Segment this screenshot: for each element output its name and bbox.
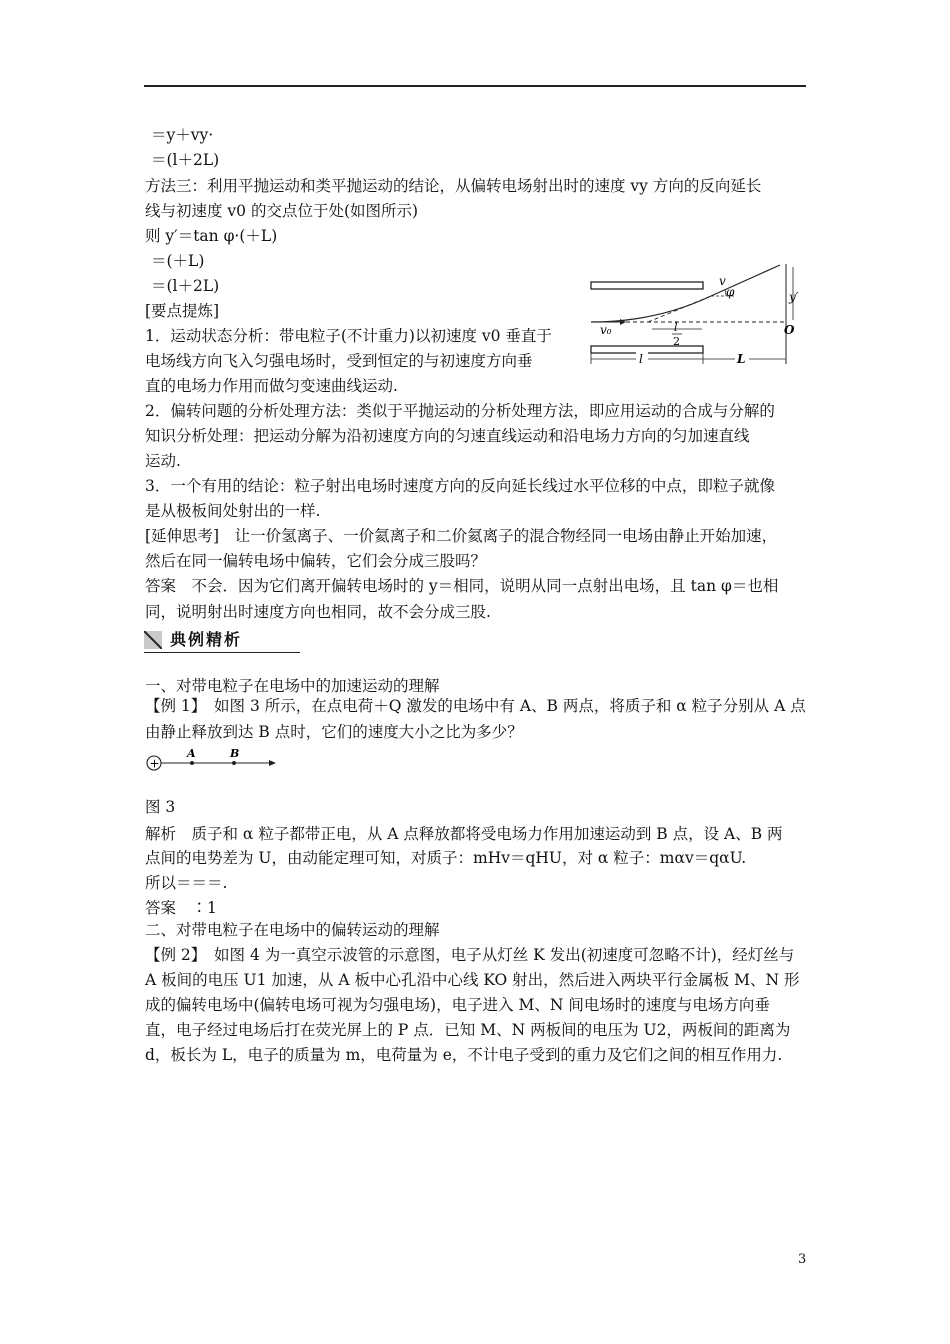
text-line: 运动.: [145, 452, 181, 470]
text-line: 解析 质子和 α 粒子都带正电，从 A 点释放都将受电场力作用加速运动到 B 点，设 A、B 两: [145, 825, 783, 843]
label-a: A: [187, 747, 196, 760]
text-line: 【例 2】 如图 4 为一真空示波管的示意图，电子从灯丝 K 发出(初速度可忽略不计)，经灯丝与: [145, 946, 795, 964]
text-line: 同，说明射出时速度方向也相同，故不会分成三股.: [145, 603, 491, 621]
section-title: 典例精析: [170, 630, 243, 649]
label-v0: v₀: [600, 323, 612, 337]
text-line: 方法三：利用平抛运动和类平抛运动的结论，从偏转电场射出时的速度 vy 方向的反向延长: [145, 177, 762, 195]
text-line: [要点提炼]: [145, 302, 220, 320]
label-plus: +: [149, 756, 160, 771]
text-line: 直的电场力作用而做匀变速曲线运动.: [145, 377, 398, 395]
upper-plate: [591, 282, 703, 289]
trajectory-curve: [591, 296, 711, 322]
text-line: d，板长为 L，电子的质量为 m，电荷量为 e，不计电子受到的重力及它们之间的相互作用力.: [145, 1046, 783, 1064]
text-line: 由静止释放到达 B 点时，它们的速度大小之比为多少？: [145, 723, 523, 741]
text-line: 答案 ∶1: [145, 899, 217, 917]
text-line: A 板间的电压 U1 加速，从 A 板中心孔沿中心线 KO 射出，然后进入两块平行金属板 M、N 形: [145, 971, 800, 989]
text-line: 1．运动状态分析：带电粒子(不计重力)以初速度 v0 垂直于: [145, 327, 552, 345]
label-half-l-den: 2: [673, 335, 680, 348]
text-line: 然后在同一偏转电场中偏转，它们会分成三股吗？: [145, 552, 487, 570]
text-line: 二、对带电粒子在电场中的偏转运动的理解: [145, 921, 440, 939]
label-y-prime: y′: [789, 290, 799, 304]
deflection-diagram: [586, 262, 808, 370]
text-line: 知识分析处理：把运动分解为沿初速度方向的匀速直线运动和沿电场力方向的匀加速直线: [145, 427, 750, 445]
text-line: 电场线方向飞入匀强电场时，受到恒定的与初速度方向垂: [145, 352, 533, 370]
text-line: ＝y＋vy·: [151, 126, 214, 144]
label-o: O: [784, 323, 795, 337]
text-line: 答案 不会．因为它们离开偏转电场时的 y＝相同，说明从同一点射出电场，且 tan φ＝也相: [145, 577, 779, 595]
point-charge-diagram: [144, 746, 278, 774]
text-line: [延伸思考] 让一价氢离子、一价氦离子和二价氦离子的混合物经同一电场由静止开始加速，: [145, 527, 778, 545]
text-line: 点间的电势差为 U，由动能定理可知，对质子：mHv＝qHU，对 α 粒子：mαv＝qαU.: [145, 849, 747, 867]
arrowhead-icon: [269, 760, 276, 766]
point-b: [232, 761, 236, 765]
label-v: v: [719, 274, 726, 288]
label-b: B: [230, 747, 240, 760]
page-number: 3: [798, 1252, 807, 1267]
section-underline: [144, 652, 300, 653]
text-line: 是从极板间处射出的一样.: [145, 502, 321, 520]
text-line: 线与初速度 v0 的交点位于处(如图所示): [145, 202, 419, 220]
text-line: 则 y′＝tan φ·(＋L): [145, 227, 278, 245]
text-line: ＝(l＋2L): [151, 151, 220, 169]
label-half-l-num: l: [674, 321, 678, 334]
text-line: ＝(l＋2L): [151, 277, 220, 295]
text-line: ＝(＋L): [151, 252, 205, 270]
text-line: 一、对带电粒子在电场中的加速运动的理解: [145, 677, 440, 695]
point-a: [190, 761, 194, 765]
text-line: 成的偏转电场中(偏转电场可视为匀强电场)，电子进入 M、N 间电场时的速度与电场方向垂: [145, 996, 770, 1014]
text-line: 3．一个有用的结论：粒子射出电场时速度方向的反向延长线过水平位移的中点，即粒子就像: [145, 477, 775, 495]
section-marker-icon: [144, 631, 162, 649]
lower-plate: [591, 346, 703, 353]
label-l: l: [639, 352, 643, 366]
label-phi: φ: [726, 285, 735, 299]
header-rule: [144, 85, 806, 87]
text-line: 【例 1】 如图 3 所示，在点电荷＋Q 激发的电场中有 A、B 两点，将质子和 α 粒子分别从 A 点: [145, 697, 806, 715]
label-L: L: [737, 352, 746, 366]
figure-caption: 图 3: [145, 798, 176, 816]
section-heading: [144, 628, 300, 652]
text-line: 直，电子经过电场后打在荧光屏上的 P 点．已知 M、N 两板间的电压为 U2，两板间的距离为: [145, 1021, 791, 1039]
text-line: 所以＝＝＝.: [145, 874, 228, 892]
text-line: 2．偏转问题的分析处理方法：类似于平抛运动的分析处理方法，即应用运动的合成与分解的: [145, 402, 775, 420]
